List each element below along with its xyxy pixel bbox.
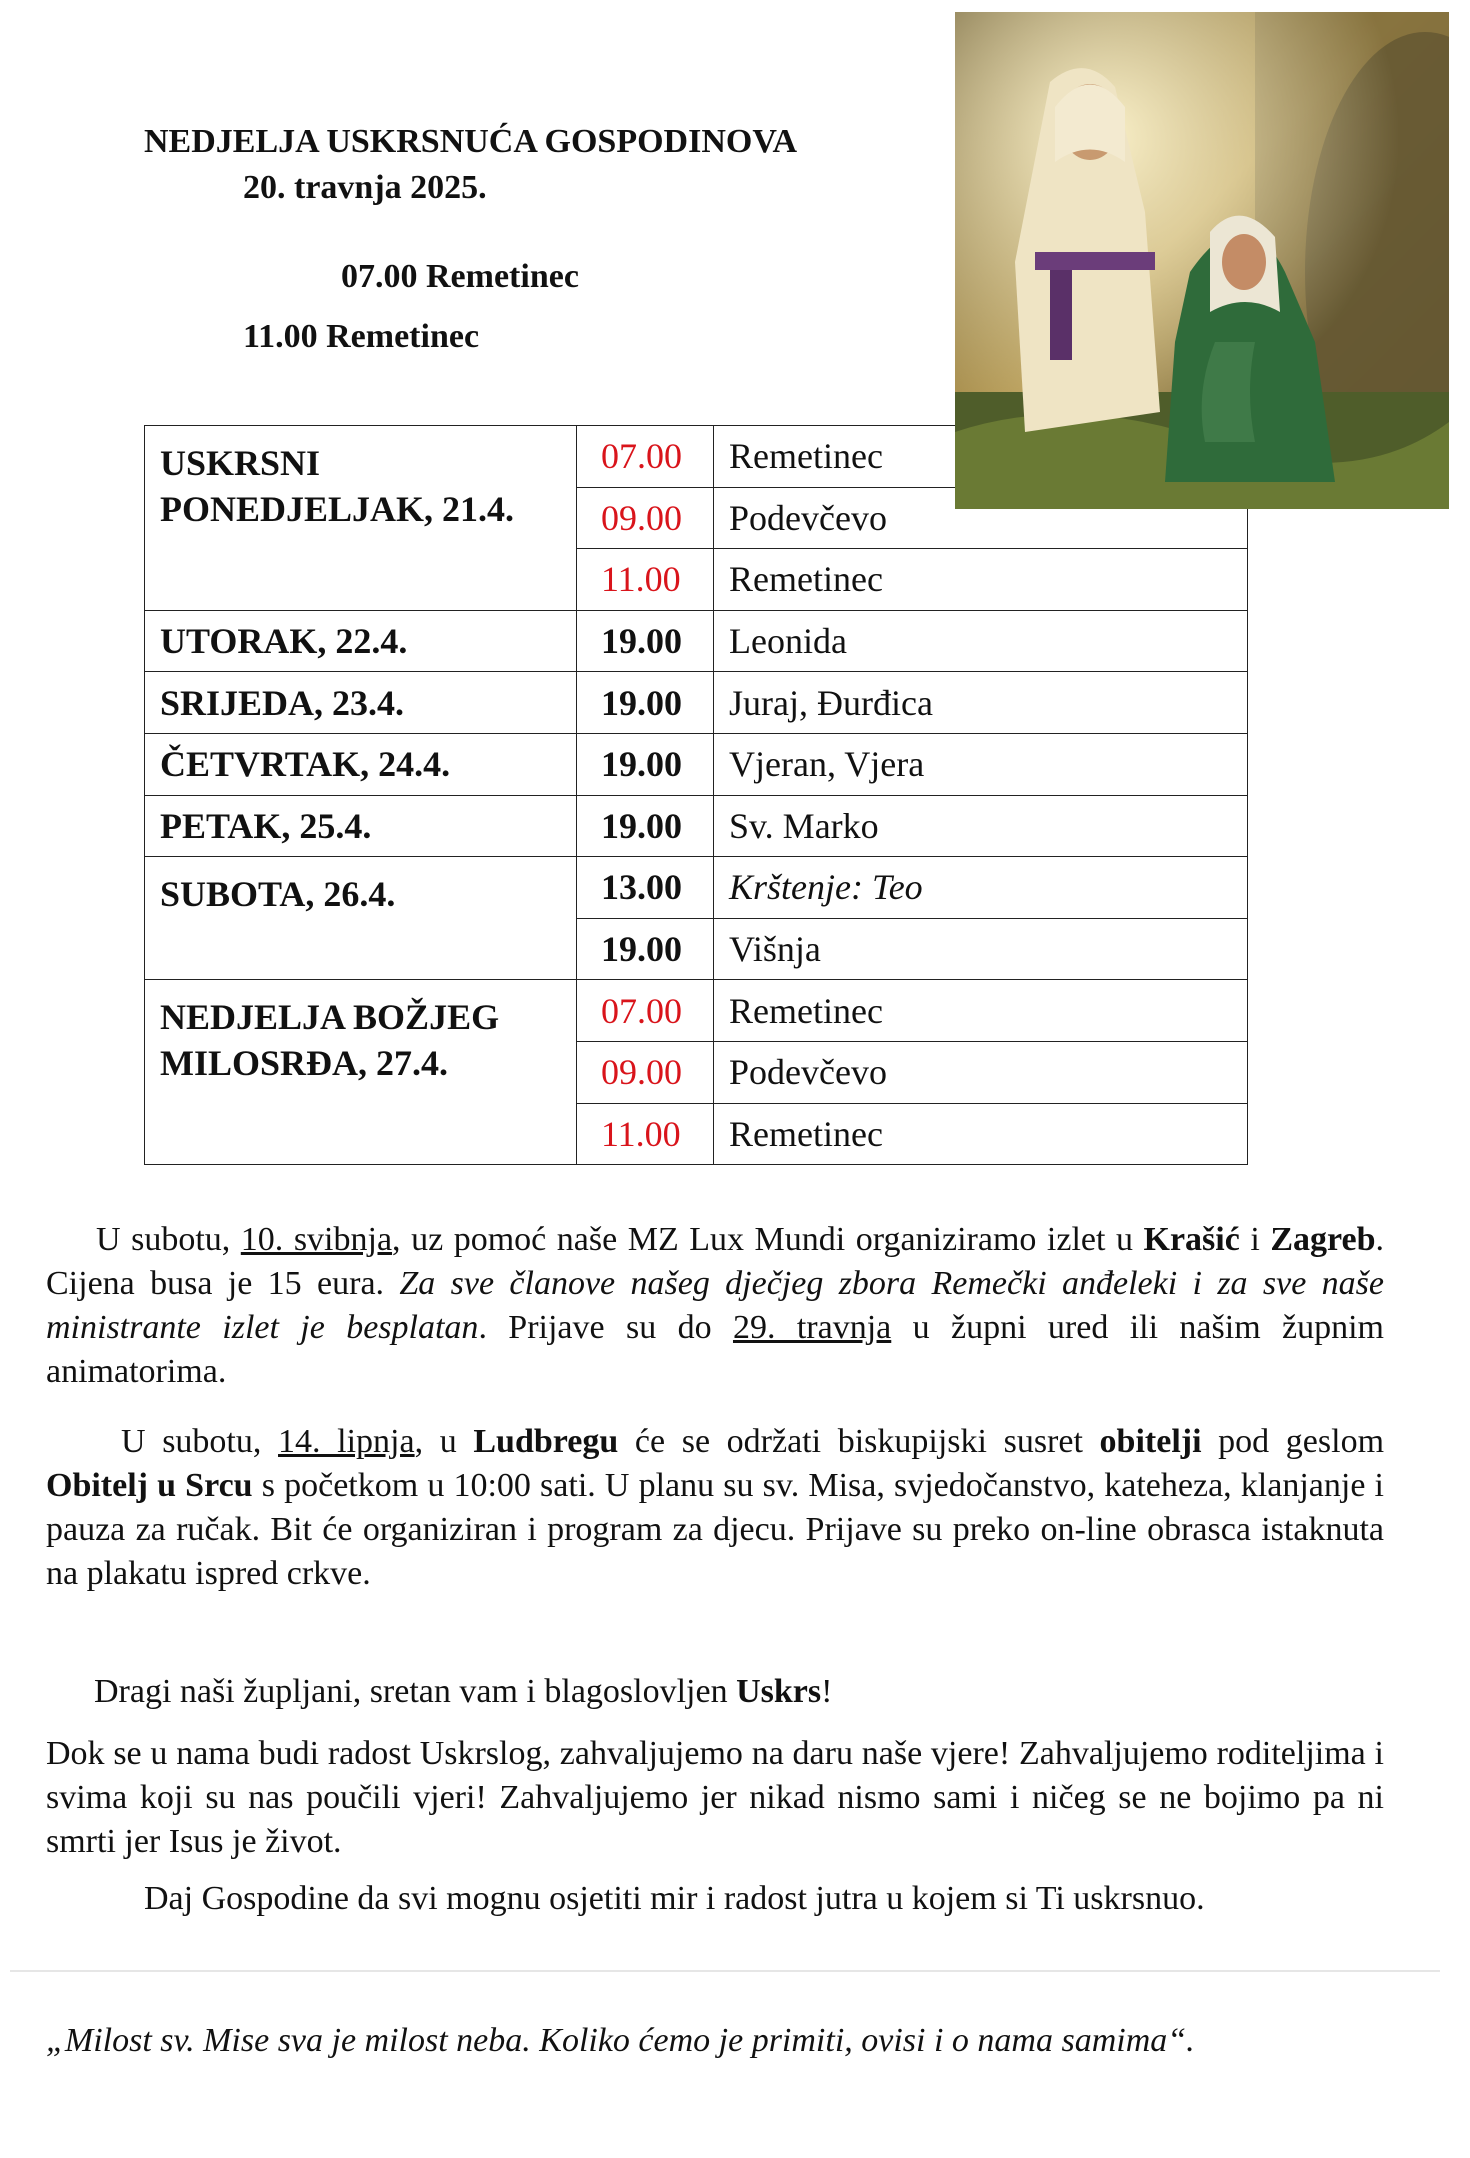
intention-cell: Sv. Marko [714,795,1248,857]
intention-cell: Podevčevo [714,1041,1248,1103]
gratitude-paragraph: Dok se u nama budi radost Uskrslog, zahvaljujemo na daru naše vjere! Zahvaljujemo roditeljima i svima koji su nas poučili vjeri! Zahvaljujemo jer nikad nismo sami i ničeg se ne bojimo pa ni smrti jer Isus je život. [46,1735,1384,1860]
text: U subotu, [121,1423,279,1460]
time-cell: 09.00 [577,1041,714,1103]
intention-cell: Juraj, Đurđica [714,672,1248,734]
time-cell: 19.00 [577,733,714,795]
meeting-motto: Obitelj u Srcu [46,1467,253,1504]
time-cell: 19.00 [577,672,714,734]
time-cell: 11.00 [577,549,714,611]
text: pod geslom [1201,1423,1385,1460]
time-cell: 19.00 [577,918,714,980]
day-cell: USKRSNI PONEDJELJAK, 21.4. [145,426,577,611]
sunday-mass-2: 11.00 Remetinec [243,318,480,355]
place-krasic: Krašić [1143,1221,1240,1258]
intention-cell: Vjeran, Vjera [714,733,1248,795]
table-row [145,795,1248,857]
text: , uz pomoć naše MZ Lux Mundi organiziramo izlet u [392,1221,1144,1258]
text: ! [821,1673,833,1710]
time-cell: 07.00 [577,426,714,488]
time-cell: 07.00 [577,980,714,1042]
intention-cell: Krštenje: Teo [714,857,1248,919]
intention-cell: Remetinec [714,1103,1248,1165]
day-cell: ČETVRTAK, 24.4. [145,733,577,795]
announcement-family-meeting [46,1420,1384,1596]
text: u župni ured ili našim župnim animatorima. [46,1309,1384,1390]
intention-cell: Remetinec [714,549,1248,611]
time-cell: 11.00 [577,1103,714,1165]
trip-date: 10. svibnja [240,1221,393,1258]
meeting-date: 14. lipnja [278,1423,415,1460]
intention-cell: Remetinec [714,426,1248,488]
text: Dragi naši župljani, sretan vam i blagoslovljen [94,1673,737,1710]
resurrection-painting-icon [955,12,1449,509]
free-trip-note: Za sve članove našeg dječjeg zbora Remečki anđeleki i za sve naše ministrante izlet je besplatan [46,1265,1384,1346]
intention-cell: Višnja [714,918,1248,980]
time-cell: 13.00 [577,857,714,919]
intention-cell: Remetinec [714,980,1248,1042]
table-row [145,733,1248,795]
text: s početkom u 10:00 sati. U planu su sv. Misa, svjedočanstvo, kateheza, klanjanje i pauza za ručak. Bit će organiziran i program za djecu. Prijave su preko on-line obrasca istaknuta na plakatu ispred crkve. [46,1467,1384,1592]
text: će se održati biskupijski susret [618,1423,1100,1460]
mass-schedule-table [144,425,1248,1165]
day-cell: PETAK, 25.4. [145,795,577,857]
place-zagreb: Zagreb [1270,1221,1376,1258]
intention-cell: Podevčevo [714,487,1248,549]
announcement-trip [46,1218,1384,1394]
table-row [145,672,1248,734]
closing-quote: „Milost sv. Mise sva je milost neba. Koliko ćemo je primiti, ovisi i o nama samima“. [46,2022,1195,2059]
intention-cell: Leonida [714,610,1248,672]
table-row [145,857,1248,919]
time-cell: 19.00 [577,610,714,672]
day-cell: UTORAK, 22.4. [145,610,577,672]
page-date: 20. travnja 2025. [243,169,487,206]
table-row [145,980,1248,1042]
table-row [145,610,1248,672]
day-cell: NEDJELJA BOŽJEG MILOSRĐA, 27.4. [145,980,577,1165]
time-cell: 19.00 [577,795,714,857]
deadline-date: 29. travnja [732,1309,892,1346]
time-cell: 09.00 [577,487,714,549]
prayer-line: Daj Gospodine da svi mognu osjetiti mir i radost jutra u kojem si Ti uskrsnuo. [144,1880,1205,1917]
day-cell: SUBOTA, 26.4. [145,857,577,980]
text: U subotu, [96,1221,241,1258]
easter-greeting [46,1670,1384,1714]
text: , u [414,1423,474,1460]
page-title: NEDJELJA USKRSNUĆA GOSPODINOVA [144,123,798,160]
day-cell: SRIJEDA, 23.4. [145,672,577,734]
sunday-mass-1: 07.00 Remetinec [341,258,579,295]
bold-families: obitelji [1099,1423,1202,1460]
text: . Prijave su do [478,1309,733,1346]
text: i [1239,1221,1271,1258]
easter-word: Uskrs [736,1673,822,1710]
text: . Cijena busa je 15 eura. [46,1221,1384,1302]
place-ludbreg: Ludbregu [473,1423,619,1460]
divider [10,1970,1440,1972]
